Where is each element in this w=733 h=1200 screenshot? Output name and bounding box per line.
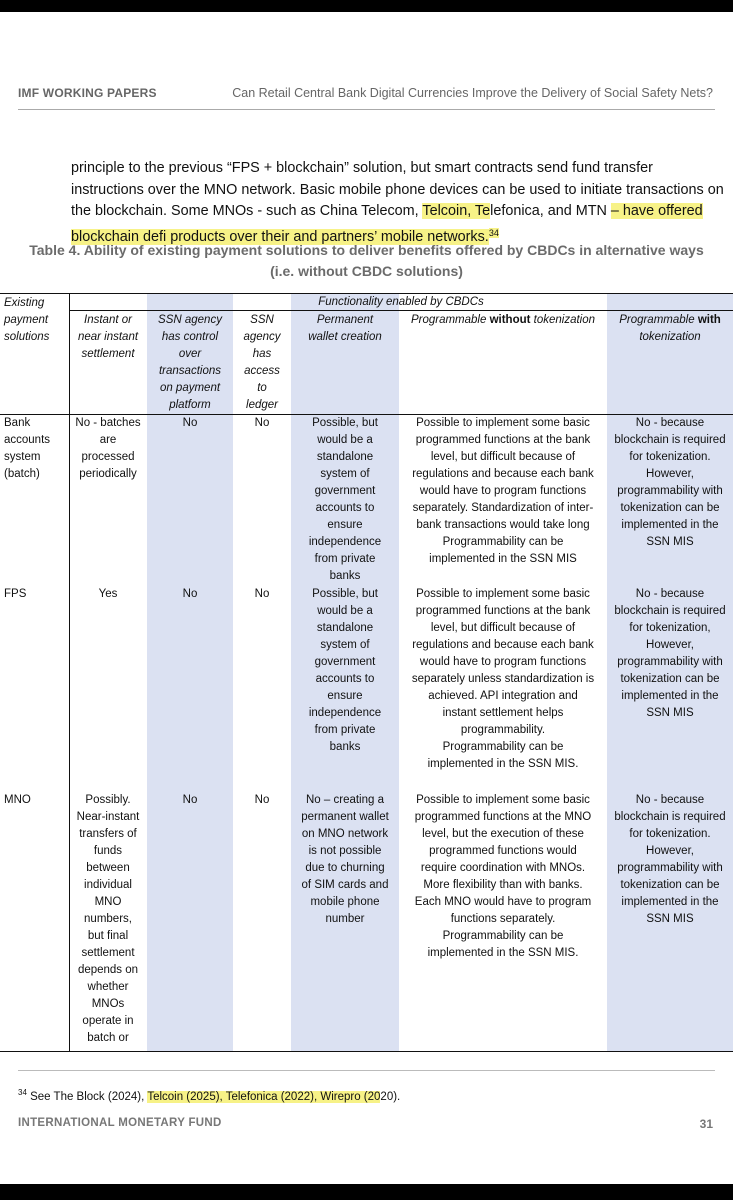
table-cell-c5-line: functions separately. — [450, 913, 556, 925]
table-cell-c4-line: independence — [308, 707, 382, 719]
table-cell-c6-line: for tokenization. — [629, 828, 711, 840]
running-header-series: IMF WORKING PAPERS — [18, 86, 157, 100]
col-header-line: on payment — [159, 382, 221, 394]
table-cell-c3 — [237, 415, 287, 432]
col-header-line: access — [244, 365, 280, 377]
table-cell-c5-line: Possible to implement some basic — [416, 588, 590, 600]
header-rule — [18, 109, 715, 110]
table-cell-c4 — [295, 792, 395, 928]
table-cell-c5-line: instant settlement helps — [442, 707, 564, 719]
table-cell-c6-line: implemented in the — [621, 519, 719, 531]
table-cell-c1-line: Near-instant — [76, 811, 140, 823]
table-cell-c5-line: achieved. API integration and — [428, 690, 578, 702]
table-cell-c6-line: programmability with — [617, 862, 723, 874]
footer-publisher: INTERNATIONAL MONETARY FUND — [18, 1117, 222, 1129]
table-cell-c4-line: ensure — [327, 690, 363, 702]
table-cell-c4-line: system of — [320, 468, 370, 480]
table-cell-c4-line: on MNO network — [301, 828, 389, 840]
table-cell-c4-line: Possible, but — [312, 417, 378, 429]
table-cell-c2 — [151, 415, 229, 432]
table-cell-c6-line: tokenization can be — [620, 879, 720, 891]
col-header-existing-solutions-line: solutions — [4, 331, 50, 343]
table-cell-c2-line: No — [182, 794, 198, 806]
table-cell-c1-line: settlement — [81, 947, 135, 959]
col-header-line: transactions — [158, 365, 221, 377]
body-line-3-part-2: lefonica, and MTN — [490, 203, 611, 219]
table-cell-c4-line: of SIM cards and — [301, 879, 389, 891]
table-cell-c5-line: implemented in the SSN MIS. — [427, 758, 579, 770]
table-cell-c5-line: Programmability can be — [442, 536, 564, 548]
col-header-line: settlement — [81, 348, 135, 360]
table-cell-c4-line: standalone — [316, 451, 374, 463]
table-cell-c5-line: implemented in the SSN MIS — [429, 553, 577, 565]
table-cell-c5 — [403, 792, 603, 962]
table-cell-c6-line: SSN MIS — [646, 707, 694, 719]
table-cell-c6-line: SSN MIS — [646, 913, 694, 925]
table-cell-c1-line: No - batches — [75, 417, 141, 429]
col-header-line: Instant or — [84, 314, 132, 326]
table-title: Table 4. Ability of existing payment solutions to deliver benefits offered by CBDCs in alternative ways — [29, 242, 704, 258]
table-cell-c5-line: programmability. — [460, 724, 546, 736]
table-cell-c4 — [295, 415, 395, 585]
table-cell-c5-line: programmed functions at the MNO — [414, 811, 592, 823]
table-cell-c5-line: bank transactions would take long — [416, 519, 590, 531]
document-page — [0, 12, 733, 1184]
table-cell-c4-line: ensure — [327, 519, 363, 531]
row-label-line: FPS — [4, 588, 27, 600]
table-cell-c1-line: but final — [87, 930, 129, 942]
table-cell-c5-line: programmed functions at the bank — [415, 605, 591, 617]
table-cell-c2-line: No — [182, 588, 198, 600]
table-cell-c5-line: implemented in the SSN MIS. — [427, 947, 579, 959]
row-label — [4, 415, 65, 483]
table-cell-c5-line: level, but difficult because of — [430, 451, 576, 463]
table-cell-c6-line: No - because — [635, 794, 705, 806]
col-header-existing-solutions-line: payment — [4, 314, 49, 326]
table-cell-c5 — [403, 415, 603, 568]
col-header-line: SSN — [250, 314, 274, 326]
body-line-1: principle to the previous “FPS + blockchain” solution, but smart contracts send fund transfer — [71, 160, 653, 176]
table-cell-c5-line: would have to program functions — [419, 656, 587, 668]
row-label-line: MNO — [4, 794, 31, 806]
group-header: Functionality enabled by CBDCs — [318, 296, 484, 308]
table-cell-c4-line: due to churning — [305, 862, 385, 874]
table-cell-c1-line: batch or — [87, 1032, 129, 1044]
table-cell-c5-line: require coordination with MNOs. — [420, 862, 586, 874]
table-cell-c6-line: implemented in the — [621, 896, 719, 908]
table-cell-c1 — [73, 792, 143, 1047]
col-header-instant-settlement — [73, 312, 143, 363]
body-line-3-part-0: the blockchain. Some MNOs - such as China Telecom, — [71, 203, 423, 219]
row-label-line: (batch) — [4, 468, 40, 480]
table-cell-c5-line: separately unless standardization is — [411, 673, 595, 685]
table-cell-c2-line: No — [182, 417, 198, 429]
body-line-2: instructions over the MNO network. Basic mobile phone devices can be used to initiate transactions on — [71, 181, 724, 198]
table-cell-c4-line: permanent wallet — [301, 811, 389, 823]
table-bottom-rule — [0, 1051, 733, 1052]
footnote-highlight: Telcoin (2025), Telefonica (2022), Wirepro (20 — [147, 1090, 381, 1103]
row-label-line: system — [4, 451, 41, 463]
table-cell-c3 — [237, 792, 287, 809]
col-header-line: Programmable with — [619, 314, 721, 326]
table-cell-c1-line: are — [99, 434, 117, 446]
table-cell-c1-line: individual — [84, 879, 132, 891]
table-cell-c5-line: level, but the execution of these — [422, 828, 584, 840]
table-cell-c6-line: blockchain is required — [614, 811, 726, 823]
table-cell-c5-line: separately. Standardization of inter- — [412, 502, 594, 514]
table-cell-c4-line: accounts to — [315, 502, 375, 514]
table-cell-c6-line: SSN MIS — [646, 536, 694, 548]
table-cell-c6-line: implemented in the — [621, 690, 719, 702]
col-header-programmable-without-tokenization — [403, 312, 603, 329]
table-cell-c4-line: independence — [308, 536, 382, 548]
table-cell-c5-line: level, but difficult because of — [430, 622, 576, 634]
row-label-line: accounts — [4, 434, 51, 446]
col-header-line: tokenization — [639, 331, 701, 343]
table-cell-c1-line: MNO — [94, 896, 122, 908]
col-header-line: to — [257, 382, 267, 394]
table-cell-c4-line: would be a — [317, 605, 373, 617]
col-header-line: near instant — [77, 331, 139, 343]
table-cell-c3-line: No — [254, 417, 270, 429]
table-cell-c1-line: Yes — [98, 588, 118, 600]
footnote-number: 34 — [18, 1088, 27, 1097]
footnote-rule — [18, 1070, 715, 1071]
body-line-3-part-1: Telcoin, Te — [422, 203, 491, 219]
col-header-line: has control — [161, 331, 219, 343]
row-label-line: Bank — [4, 417, 31, 429]
body-paragraph — [71, 158, 724, 249]
table-cell-c6-line: However, — [646, 468, 694, 480]
table-cell-c5-line: would have to program functions — [419, 485, 587, 497]
table-cell-c1-line: operate in — [82, 1015, 134, 1027]
table-cell-c4-line: would be a — [317, 434, 373, 446]
table-cell-c1-line: Possibly. — [85, 794, 131, 806]
table-cell-c1-line: processed — [81, 451, 135, 463]
table-cell-c5-line: Programmability can be — [442, 930, 564, 942]
table-cell-c1-line: periodically — [79, 468, 137, 480]
col-header-line: platform — [169, 399, 211, 411]
table-cell-c4 — [295, 586, 395, 756]
table-cell-c4-line: from private — [314, 553, 376, 565]
footnote-ref: 34 — [488, 227, 499, 238]
table-cell-c5-line: programmed functions at the bank — [415, 434, 591, 446]
col-header-line: ledger — [246, 399, 278, 411]
col-header-permanent-wallet — [295, 312, 395, 346]
table-cell-c6-line: tokenization can be — [620, 502, 720, 514]
table-cell-c1 — [73, 415, 143, 483]
table-cell-c4-line: from private — [314, 724, 376, 736]
table-cell-c3 — [237, 586, 287, 603]
table-cell-c3-line: No — [254, 588, 270, 600]
table-cell-c1-line: whether — [87, 981, 129, 993]
running-header-title: Can Retail Central Bank Digital Currencies Improve the Delivery of Social Safety Nets? — [232, 86, 713, 100]
table-cell-c5 — [403, 586, 603, 773]
table-cell-c5-line: Programmability can be — [442, 741, 564, 753]
col-header-line: Permanent — [316, 314, 374, 326]
table-cell-c4-line: mobile phone — [310, 896, 380, 908]
table-cell-c4-line: Possible, but — [312, 588, 378, 600]
body-line-3 — [71, 201, 721, 223]
table-cell-c4-line: standalone — [316, 622, 374, 634]
table-cell-c6-line: However, — [646, 845, 694, 857]
table-cell-c4-line: number — [325, 913, 365, 925]
table-cell-c6-line: blockchain is required — [614, 434, 726, 446]
table-cell-c1-line: between — [86, 862, 130, 874]
col-header-agency-control — [151, 312, 229, 414]
table-cell-c6-line: for tokenization. — [629, 451, 711, 463]
col-header-line: Programmable without tokenization — [410, 314, 596, 326]
row-label — [4, 792, 65, 809]
table-cell-c6-line: However, — [646, 639, 694, 651]
table-cell-c5-line: Possible to implement some basic — [416, 417, 590, 429]
table-cell-c5-line: More flexibility than with banks. — [423, 879, 583, 891]
table-subtitle: (i.e. without CBDC solutions) — [270, 263, 463, 279]
table-cell-c5-line: Possible to implement some basic — [416, 794, 590, 806]
table-cell-c5-line: regulations and because each bank — [412, 468, 594, 480]
col-header-line: wallet creation — [308, 331, 382, 343]
table-cell-c4-line: banks — [329, 741, 361, 753]
body-line-3-part-3: – have offered — [610, 203, 703, 219]
table-cell-c6 — [611, 586, 729, 722]
col-header-line: has — [252, 348, 272, 360]
table-cell-c1-line: MNOs — [91, 998, 125, 1010]
body-line-4: blockchain defi products over their and partners’ mobile networks.$^{34}$ — [71, 227, 499, 246]
col-header-line: SSN agency — [158, 314, 222, 326]
table-cell-c6-line: for tokenization, — [629, 622, 711, 634]
table-cell-c4-line: government — [314, 485, 376, 497]
table-cell-c4-line: banks — [329, 570, 361, 582]
table-cell-c1-line: funds — [93, 845, 123, 857]
row-label — [4, 586, 65, 603]
table-cell-c6 — [611, 792, 729, 928]
col-header-existing-solutions — [4, 295, 65, 346]
table-cell-c6-line: No - because — [635, 417, 705, 429]
table-cell-c5-line: Each MNO would have to program — [414, 896, 592, 908]
table-cell-c3-line: No — [254, 794, 270, 806]
table-cell-c4-line: No – creating a — [306, 794, 384, 806]
table-cell-c2 — [151, 792, 229, 809]
table-cell-c1 — [73, 586, 143, 603]
table-cell-c5-line: programmed functions would — [429, 845, 577, 857]
table-cell-c1-line: numbers, — [84, 913, 132, 925]
table-cell-c6 — [611, 415, 729, 551]
footnote: $^{34}$ See The Block (2024), Telcoin (2025), Telefonica (2022), Wirepro (2020). — [18, 1088, 401, 1103]
col-header-line: over — [178, 348, 202, 360]
first-column-divider — [69, 293, 70, 1051]
table-cell-c6-line: No - because — [635, 588, 705, 600]
table-cell-c4-line: accounts to — [315, 673, 375, 685]
page-number: 31 — [699, 1117, 713, 1131]
col-header-line: agency — [243, 331, 281, 343]
table-cell-c4-line: system of — [320, 639, 370, 651]
table-cell-c6-line: tokenization can be — [620, 673, 720, 685]
col-header-programmable-with-tokenization — [611, 312, 729, 346]
table-cell-c6-line: programmability with — [617, 656, 723, 668]
table-cell-c1-line: depends on — [77, 964, 139, 976]
col-header-agency-ledger-access — [237, 312, 287, 414]
table-cell-c5-line: regulations and because each bank — [412, 639, 594, 651]
table-cell-c1-line: transfers of — [79, 828, 137, 840]
table-cell-c6-line: blockchain is required — [614, 605, 726, 617]
table-cell-c4-line: government — [314, 656, 376, 668]
col-header-existing-solutions-line: Existing — [4, 297, 45, 309]
table-cell-c2 — [151, 586, 229, 603]
table-cell-c6-line: programmability with — [617, 485, 723, 497]
table-cell-c4-line: is not possible — [308, 845, 382, 857]
